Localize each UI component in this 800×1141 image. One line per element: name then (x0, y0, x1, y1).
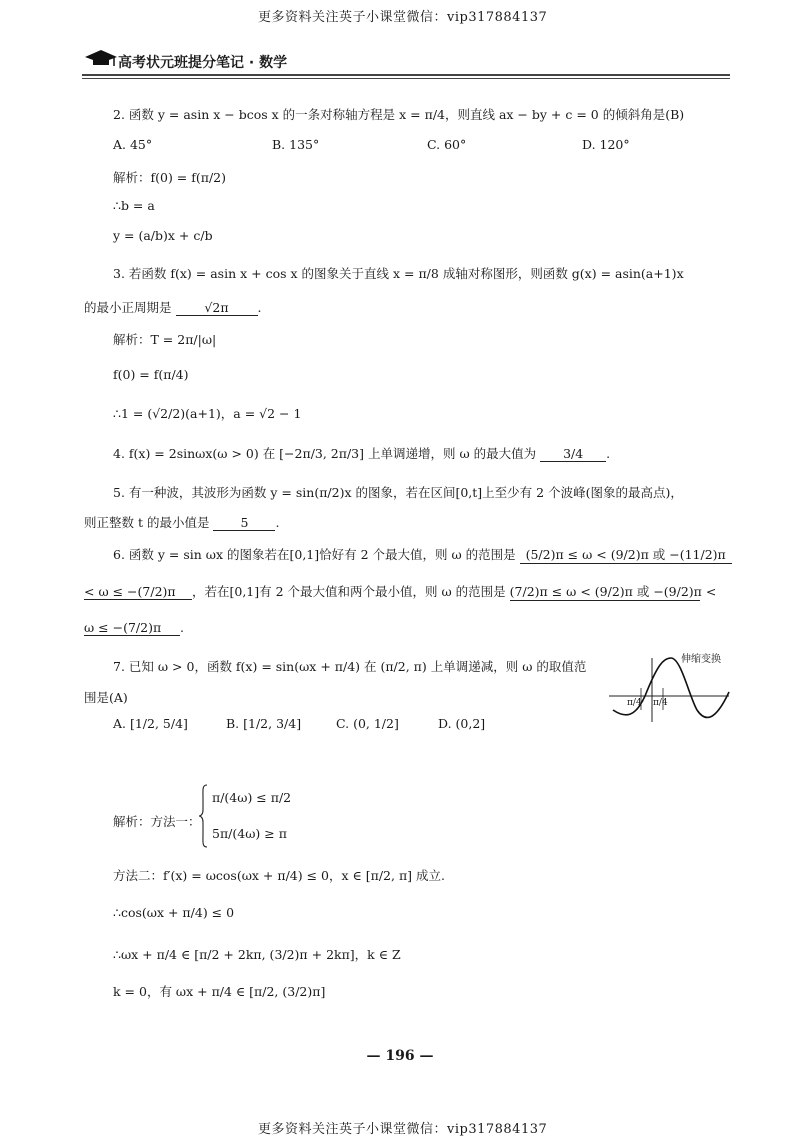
q7-stem-2: 围是(A) (84, 690, 128, 705)
q3-sol-1: 解析：T = 2π/|ω| (113, 332, 217, 347)
sine-curve (613, 658, 729, 717)
q5-answer: 5 (213, 515, 275, 531)
q4-stem-text: 4. f(x) = 2sinωx(ω > 0) 在 [−2π/3, 2π/3] 上单调递增，则 ω 的最大值为 (113, 446, 537, 461)
q2-sol-1: 解析：f(0) = f(π/2) (113, 170, 227, 185)
q4-answer: 3/4 (540, 446, 606, 462)
q7-option-b: B. [1/2, 3/4] (226, 716, 302, 731)
q7-option-a: A. [1/2, 5/4] (113, 716, 188, 731)
q6-mid-text: ，若在[0,1]有 2 个最大值和两个最小值，则 ω 的范围是 (192, 584, 506, 599)
q7-sol-case-1: π/(4ω) ≤ π/2 (212, 790, 292, 805)
q7-option-d: D. (0,2] (438, 716, 486, 731)
q7-sol-line-3: ∴ωx + π/4 ∈ [π/2 + 2kπ, (3/2)π + 2kπ]，k ∈ Z (113, 947, 401, 962)
q7-sol-case-2: 5π/(4ω) ≥ π (212, 826, 287, 841)
q5-stem-2: 则正整数 t 的最小值是 5 . (84, 515, 280, 530)
footer-watermark: 更多资料关注英子小课堂微信：vip317884137 (258, 1122, 548, 1137)
figure-tick-label-right: π/4 (653, 698, 668, 708)
q3-stem: 3. 若函数 f(x) = asin x + cos x 的图象关于直线 x = π/8 成轴对称图形，则函数 g(x) = asin(a+1)x (113, 266, 684, 281)
q6-answer-1a: (5/2)π ≤ ω < (9/2)π 或 −(11/2)π (520, 545, 732, 564)
q3-answer: √2π (176, 300, 258, 316)
q3-sol-2: f(0) = f(π/4) (113, 367, 189, 382)
q6-stem-text: 6. 函数 y = sin ωx 的图象若在[0,1]恰好有 2 个最大值，则 ω 的范围是 (113, 547, 516, 562)
q6-line-2 (84, 582, 717, 601)
q5-stem: 5. 有一种波，其波形为函数 y = sin(π/2)x 的图象，若在区间[0,t]上至少有 2 个波峰(图象的最高点)， (113, 485, 683, 500)
sine-figure (605, 648, 735, 728)
q2-option-b: B. 135° (272, 137, 320, 152)
header-rule-thin (82, 78, 730, 79)
q4-stem: 4. f(x) = 2sinωx(ω > 0) 在 [−2π/3, 2π/3] 上单调递增，则 ω 的最大值为 3/4 . (113, 446, 611, 461)
q7-sol-label: 解析：方法一： (113, 814, 201, 829)
q6-answer-2a: (7/2)π ≤ ω < (9/2)π 或 −(9/2)π < (509, 584, 717, 599)
figure-label: 伸缩变换 (681, 654, 721, 665)
q2-sol-3: y = (a/b)x + c/b (113, 228, 213, 243)
graduation-cap-icon (84, 48, 118, 70)
q2-sol-2: ∴b = a (113, 198, 155, 213)
q7-sol-line-4: k = 0，有 ωx + π/4 ∈ [π/2, (3/2)π] (113, 984, 326, 999)
q6-stem (113, 545, 732, 564)
book-title: 高考状元班提分笔记 · 数学 (118, 55, 288, 71)
q6-answer-1b: < ω ≤ −(7/2)π (84, 584, 192, 600)
q2-option-a: A. 45° (113, 137, 153, 152)
q7-sol-method-2: 方法二：f′(x) = ωcos(ωx + π/4) ≤ 0，x ∈ [π/2, π] 成立. (113, 868, 445, 883)
header-watermark: 更多资料关注英子小课堂微信：vip317884137 (258, 10, 548, 25)
q3-sol-3: ∴1 = (√2/2)(a+1)，a = √2 − 1 (113, 406, 302, 421)
q3-stem-2-text: 的最小正周期是 (84, 300, 172, 315)
page-number: — 196 — (366, 1048, 434, 1064)
q6-answer-2b: ω ≤ −(7/2)π (84, 620, 180, 636)
header-rule (82, 74, 730, 76)
brace-icon (198, 784, 208, 848)
q2-stem: 2. 函数 y = asin x − bcos x 的一条对称轴方程是 x = π/4，则直线 ax − by + c = 0 的倾斜角是(B) (113, 107, 685, 122)
q3-stem-2: 的最小正周期是 √2π . (84, 300, 262, 315)
q7-option-c: C. (0, 1/2] (336, 716, 399, 731)
q6-line-3: ω ≤ −(7/2)π . (84, 620, 184, 635)
q5-stem-2-text: 则正整数 t 的最小值是 (84, 515, 210, 530)
q2-option-c: C. 60° (427, 137, 467, 152)
figure-tick-label-left: π/4 (627, 698, 642, 708)
q2-option-d: D. 120° (582, 137, 630, 152)
q7-sol-line-2: ∴cos(ωx + π/4) ≤ 0 (113, 905, 235, 920)
q7-stem: 7. 已知 ω > 0，函数 f(x) = sin(ωx + π/4) 在 (π/2, π) 上单调递减，则 ω 的取值范 (113, 659, 587, 674)
